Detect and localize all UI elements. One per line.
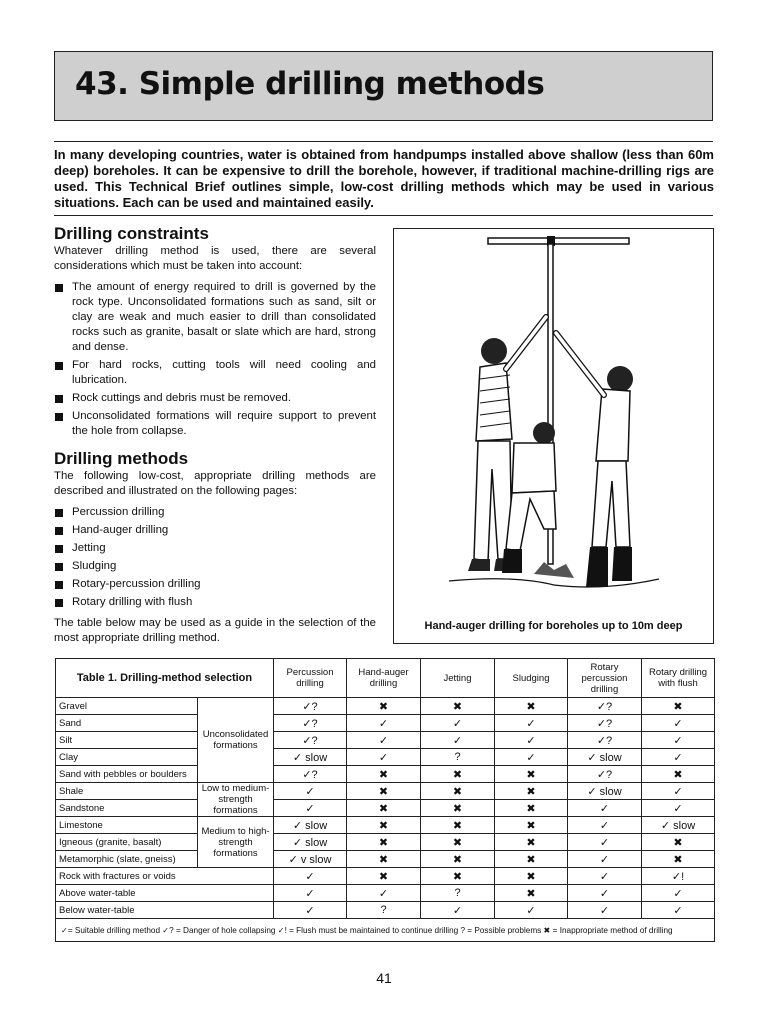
method-item: Jetting <box>54 541 376 556</box>
table-cell: ✓ <box>347 715 421 732</box>
table-cell: ✓ v slow <box>274 851 347 868</box>
table-cell: ✓ <box>347 749 421 766</box>
table-cell: ✓ <box>274 885 347 902</box>
constraints-section <box>54 224 376 442</box>
table-cell: ✖ <box>642 766 715 783</box>
table-row <box>56 902 715 919</box>
table-cell: ✓ <box>642 749 715 766</box>
row-label: Silt <box>56 732 198 749</box>
table-cell: ✓ slow <box>274 834 347 851</box>
table-cell: ✓? <box>274 732 347 749</box>
table-cell: ✖ <box>421 868 495 885</box>
group-label: Unconsolidated formations <box>198 698 274 783</box>
table-cell: ✓ <box>568 868 642 885</box>
table-cell: ✓ slow <box>274 749 347 766</box>
method-item: Percussion drilling <box>54 505 376 520</box>
top-rule <box>54 141 713 142</box>
table-cell: ✓ <box>568 834 642 851</box>
constraint-item: Rock cuttings and debris must be removed. <box>54 391 376 406</box>
table-cell: ✓? <box>568 698 642 715</box>
table-cell: ✖ <box>495 817 568 834</box>
table-cell: ✓ <box>568 817 642 834</box>
row-label: Sand <box>56 715 198 732</box>
table-cell: ✓? <box>274 698 347 715</box>
table-row <box>56 851 715 868</box>
method-item: Sludging <box>54 559 376 574</box>
page-title: 43. Simple drilling methods <box>75 66 545 102</box>
row-label: Limestone <box>56 817 198 834</box>
table-cell: ✖ <box>347 698 421 715</box>
row-label: Metamorphic (slate, gneiss) <box>56 851 198 868</box>
table-cell: ✓ slow <box>642 817 715 834</box>
table-cell: ✖ <box>347 868 421 885</box>
table-cell: ✓ <box>421 732 495 749</box>
constraint-item: The amount of energy required to drill is governed by the rock type. Unconsolidated formations such as sand, silt or clay are weak and much easier to drill than consolidated rocks such as granite, basalt or slate which are hard, strong and dense. <box>54 280 376 355</box>
table-cell: ✖ <box>495 851 568 868</box>
table-row <box>56 715 715 732</box>
row-label: Gravel <box>56 698 198 715</box>
table-cell: ✓? <box>568 732 642 749</box>
table-cell: ✓ <box>642 732 715 749</box>
table-cell: ✓ <box>495 732 568 749</box>
constraints-list <box>54 280 376 439</box>
column-header: Hand-auger drilling <box>347 659 421 698</box>
methods-lead: The following low-cost, appropriate drilling methods are described and illustrated on the following pages: <box>54 470 376 497</box>
row-label: Sandstone <box>56 800 198 817</box>
table-cell: ✖ <box>642 698 715 715</box>
table-cell: ✖ <box>347 800 421 817</box>
column-header: Rotary drilling with flush <box>642 659 715 698</box>
table-row <box>56 749 715 766</box>
table-cell: ✓ <box>347 885 421 902</box>
table-cell: ✖ <box>421 817 495 834</box>
table-cell: ✖ <box>495 800 568 817</box>
row-label: Rock with fractures or voids <box>56 868 274 885</box>
table-cell: ✖ <box>495 868 568 885</box>
row-label: Igneous (granite, basalt) <box>56 834 198 851</box>
table-row <box>56 766 715 783</box>
table-row <box>56 885 715 902</box>
table-cell: ✖ <box>347 834 421 851</box>
table-cell: ✖ <box>421 783 495 800</box>
column-header: Rotary percussion drilling <box>568 659 642 698</box>
table-cell: ✓ <box>274 783 347 800</box>
drilling-method-table <box>55 658 715 942</box>
group-label: Low to medium-strength formations <box>198 783 274 817</box>
table-row <box>56 732 715 749</box>
table-cell: ✓ <box>274 868 347 885</box>
methods-closing: The table below may be used as a guide in the selection of the most appropriate drilling method. <box>54 617 376 644</box>
intro-rule <box>54 215 713 216</box>
table-cell: ✓ <box>495 749 568 766</box>
method-item: Rotary-percussion drilling <box>54 577 376 592</box>
table-cell: ✖ <box>421 698 495 715</box>
table-cell: ✖ <box>495 885 568 902</box>
table-cell: ✓ <box>568 885 642 902</box>
table-row <box>56 868 715 885</box>
table-row <box>56 834 715 851</box>
table-cell: ✖ <box>642 851 715 868</box>
hand-auger-illustration <box>394 229 713 614</box>
table-cell: ✓? <box>274 715 347 732</box>
method-item: Rotary drilling with flush <box>54 595 376 610</box>
title-box <box>54 51 713 121</box>
table-cell: ? <box>421 885 495 902</box>
figure-caption: Hand-auger drilling for boreholes up to 10m deep <box>424 620 683 632</box>
table-row <box>56 800 715 817</box>
table-cell: ✓? <box>568 715 642 732</box>
table-row <box>56 783 715 800</box>
table-cell: ✖ <box>347 783 421 800</box>
table-cell: ✓ <box>568 902 642 919</box>
constraints-lead: Whatever drilling method is used, there are several considerations which must be taken into account: <box>54 245 376 272</box>
table-legend: ✓= Suitable drilling method ✓? = Danger of hole collapsing ✓! = Flush must be maintained to continue drilling ? = Possible problems ✖ = Inappropriate method of drilling <box>56 919 715 942</box>
page-number: 41 <box>376 970 392 986</box>
row-label: Sand with pebbles or boulders <box>56 766 198 783</box>
table-cell: ✖ <box>495 783 568 800</box>
table-cell: ✖ <box>495 766 568 783</box>
table-cell: ✓ <box>642 800 715 817</box>
table-cell: ✖ <box>421 800 495 817</box>
table-cell: ✓ <box>568 800 642 817</box>
column-header: Jetting <box>421 659 495 698</box>
table-caption: Table 1. Drilling-method selection <box>56 659 274 698</box>
table-cell: ✓ <box>642 902 715 919</box>
table-cell: ✖ <box>495 834 568 851</box>
table-cell: ✓ <box>421 715 495 732</box>
methods-section <box>54 449 376 646</box>
constraint-item: Unconsolidated formations will require support to prevent the hole from collapse. <box>54 409 376 439</box>
table-cell: ✓ slow <box>568 783 642 800</box>
row-label: Clay <box>56 749 198 766</box>
table-cell: ✓ <box>421 902 495 919</box>
figure-box <box>393 228 714 644</box>
constraints-heading: Drilling constraints <box>54 224 209 243</box>
row-label: Below water-table <box>56 902 274 919</box>
table-cell: ✓ <box>642 885 715 902</box>
table-cell: ✓? <box>274 766 347 783</box>
column-header: Sludging <box>495 659 568 698</box>
intro-paragraph: In many developing countries, water is obtained from handpumps installed above shallow (less than 60m deep) boreholes. It can be expensive to drill the borehole, however, if traditional machine-drilling rigs are used. This Technical Brief outlines simple, low-cost drilling methods which may be used in various situations. Each can be used and maintained easily. <box>54 147 714 210</box>
row-label: Shale <box>56 783 198 800</box>
methods-list <box>54 505 376 610</box>
constraint-item: For hard rocks, cutting tools will need cooling and lubrication. <box>54 358 376 388</box>
table-cell: ✓ <box>347 732 421 749</box>
table-row <box>56 698 715 715</box>
table-cell: ? <box>347 902 421 919</box>
table-cell: ✓ <box>568 851 642 868</box>
methods-heading: Drilling methods <box>54 449 189 468</box>
table-cell: ✖ <box>495 698 568 715</box>
table-cell: ✓ <box>642 783 715 800</box>
table-cell: ✓ <box>495 715 568 732</box>
table-cell: ✓ <box>495 902 568 919</box>
method-item: Hand-auger drilling <box>54 523 376 538</box>
table-cell: ✓ <box>642 715 715 732</box>
table-row <box>56 817 715 834</box>
table-cell: ? <box>421 749 495 766</box>
table-cell: ✓ <box>274 800 347 817</box>
row-label: Above water-table <box>56 885 274 902</box>
table-cell: ✓! <box>642 868 715 885</box>
table-cell: ✖ <box>421 766 495 783</box>
table-cell: ✖ <box>347 766 421 783</box>
table-cell: ✖ <box>347 817 421 834</box>
table-cell: ✓ <box>274 902 347 919</box>
table-cell: ✓ slow <box>274 817 347 834</box>
table-cell: ✖ <box>421 834 495 851</box>
group-label: Medium to high-strength formations <box>198 817 274 868</box>
column-header: Percussion drilling <box>274 659 347 698</box>
table-cell: ✓? <box>568 766 642 783</box>
table-cell: ✓ slow <box>568 749 642 766</box>
table-cell: ✖ <box>347 851 421 868</box>
table-cell: ✖ <box>421 851 495 868</box>
table-cell: ✖ <box>642 834 715 851</box>
